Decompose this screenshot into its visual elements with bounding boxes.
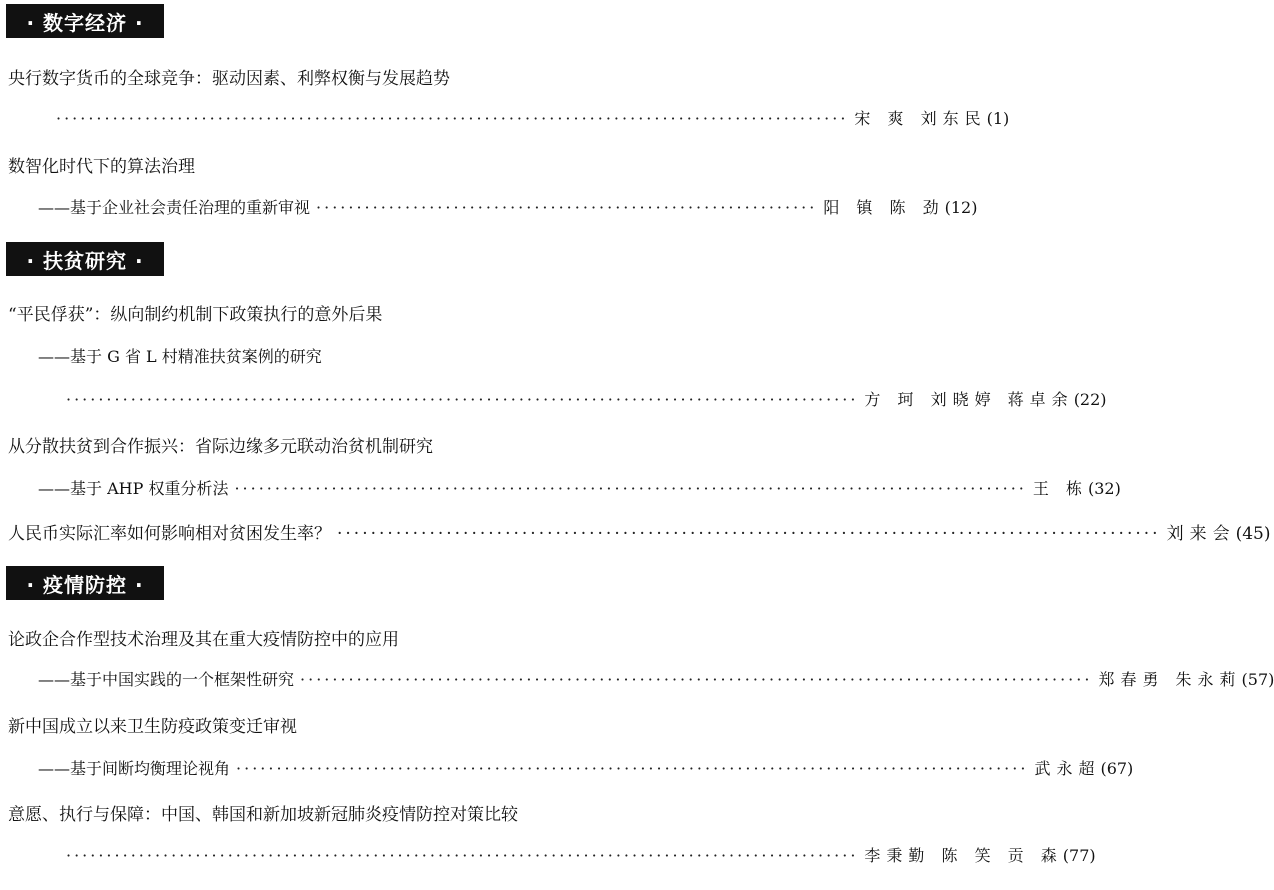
article-title[interactable]: 论政企合作型技术治理及其在重大疫情防控中的应用 — [8, 630, 399, 650]
section-header-digital-economy: · 数字经济 · — [6, 4, 164, 38]
article-byline — [38, 756, 1134, 779]
article-byline — [60, 387, 1107, 410]
article-page: (77) — [1062, 846, 1096, 865]
article-authors: 武永超 — [1034, 759, 1101, 778]
article-title[interactable]: 数智化时代下的算法治理 — [8, 157, 195, 177]
leader-dots: ·································································································· — [234, 479, 1027, 498]
article-row — [8, 519, 1271, 544]
article-subtitle: ——基于间断均衡理论视角 — [38, 759, 231, 778]
article-page: (57) — [1241, 670, 1274, 689]
article-title[interactable]: 人民币实际汇率如何影响相对贫困发生率？ — [8, 524, 331, 544]
article-title[interactable]: “平民俘获”：纵向制约机制下政策执行的意外后果 — [8, 305, 383, 325]
article-page: (45) — [1235, 524, 1271, 544]
leader-dots: ······························································ — [316, 198, 818, 217]
article-byline — [60, 843, 1096, 866]
leader-dots: ·································································································· — [337, 524, 1161, 544]
article-page: (32) — [1087, 479, 1121, 498]
article-byline — [38, 195, 978, 218]
article-subtitle: ——基于企业社会责任治理的重新审视 — [38, 198, 311, 217]
article-byline — [38, 476, 1121, 499]
article-authors: 方 珂 刘晓婷 蒋卓余 — [864, 390, 1074, 409]
article-authors: 刘来会 — [1166, 524, 1236, 544]
leader-dots: ·································································································· — [300, 670, 1093, 689]
article-authors: 阳 镇 陈 劲 — [823, 198, 945, 217]
article-subtitle: ——基于 G 省 L 村精准扶贫案例的研究 — [38, 347, 322, 366]
article-authors: 王 栋 — [1032, 479, 1088, 498]
leader-dots: ·································································································· — [56, 109, 849, 128]
article-authors: 郑春勇 朱永莉 — [1098, 670, 1242, 689]
article-title[interactable]: 新中国成立以来卫生防疫政策变迁审视 — [8, 717, 297, 737]
leader-dots: ·································································································· — [236, 759, 1029, 778]
leader-dots: ·································································································· — [66, 390, 859, 409]
article-page: (1) — [986, 109, 1010, 128]
article-authors: 宋 爽 刘东民 — [854, 109, 987, 128]
article-subtitle: ——基于 AHP 权重分析法 — [38, 479, 229, 498]
article-title[interactable]: 从分散扶贫到合作振兴：省际边缘多元联动治贫机制研究 — [8, 437, 433, 457]
leader-dots: ·································································································· — [66, 846, 859, 865]
article-subtitle: ——基于中国实践的一个框架性研究 — [38, 670, 295, 689]
article-page: (67) — [1100, 759, 1134, 778]
section-header-poverty-alleviation: · 扶贫研究 · — [6, 242, 164, 276]
section-header-epidemic-control: · 疫情防控 · — [6, 566, 164, 600]
article-page: (22) — [1073, 390, 1107, 409]
article-title[interactable]: 央行数字货币的全球竞争：驱动因素、利弊权衡与发展趋势 — [8, 69, 450, 89]
article-byline — [38, 667, 1274, 690]
article-title[interactable]: 意愿、执行与保障：中国、韩国和新加坡新冠肺炎疫情防控对策比较 — [8, 805, 518, 825]
article-page: (12) — [944, 198, 978, 217]
article-authors: 李秉勤 陈 笑 贡 森 — [864, 846, 1063, 865]
article-byline — [50, 106, 1010, 129]
